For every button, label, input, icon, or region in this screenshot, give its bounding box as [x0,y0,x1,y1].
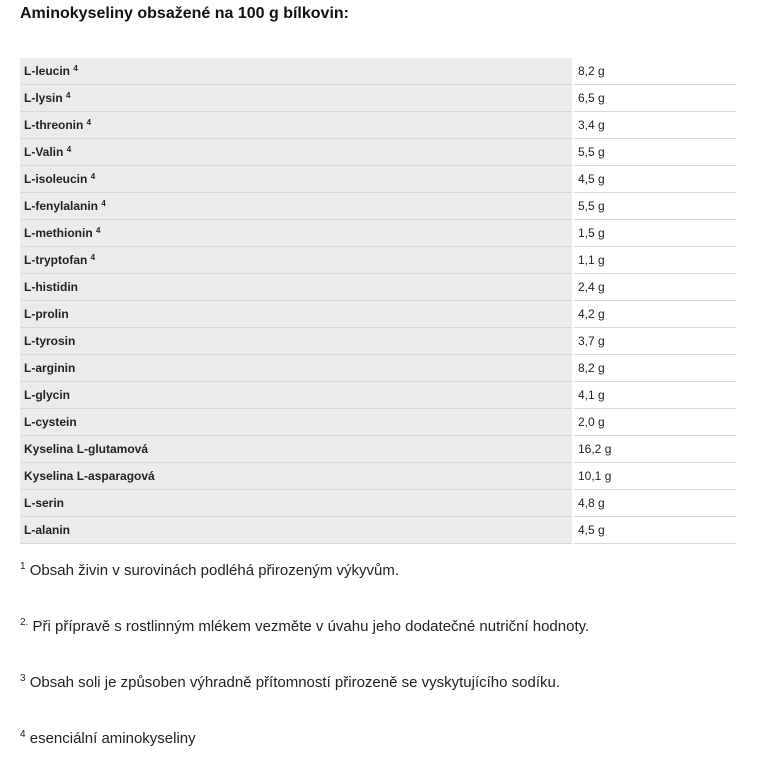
table-row [20,355,736,382]
footnote-marker: 4 [66,145,72,154]
amino-acid-value: 4,5 g [573,166,736,193]
footnote-marker: 4 [96,226,101,235]
amino-acid-value: 4,1 g [573,382,736,409]
amino-acid-name-cell [20,247,573,274]
amino-acid-value: 8,2 g [573,58,736,85]
footnote-marker: 4 [90,253,96,262]
table-row [20,274,736,301]
amino-acid-name: L-leucin [24,64,71,78]
footnote-number: 2. [20,617,29,628]
amino-acid-name-cell [20,112,573,139]
table-row [20,436,736,463]
amino-acid-name-cell [20,382,573,409]
amino-acid-name: L-Valin [24,145,64,159]
table-row [20,58,736,85]
amino-acid-name: L-tryptofan [24,253,88,267]
table-row [20,193,736,220]
amino-acid-name: L-arginin [24,361,76,375]
footnote-marker: 4 [101,199,106,208]
footnote-marker: 4 [86,118,92,127]
amino-acid-name: L-isoleucin [24,172,88,186]
section-heading: Aminokyseliny obsažené na 100 g bílkovin: [20,5,349,22]
amino-acid-name: L-lysin [24,91,63,105]
amino-acid-value: 16,2 g [573,436,736,463]
table-row [20,382,736,409]
footnote-text: Při přípravě s rostlinným mlékem vezměte v úvahu jeho dodatečné nutriční hodnoty. [32,618,590,635]
footnote-marker: 4 [73,64,78,73]
amino-acid-value: 4,2 g [573,301,736,328]
amino-acid-value: 10,1 g [573,463,736,490]
table-row [20,517,736,544]
table-row [20,301,736,328]
amino-acid-name: L-serin [24,496,65,510]
table-row [20,328,736,355]
table-row [20,139,736,166]
amino-acid-name: L-histidin [24,280,78,294]
amino-acid-value: 4,5 g [573,517,736,544]
footnote-marker: 4 [90,172,96,181]
amino-acid-value: 8,2 g [573,355,736,382]
amino-acid-value: 6,5 g [573,85,736,112]
table-row [20,112,736,139]
amino-acid-name-cell [20,166,573,193]
amino-acid-value: 5,5 g [573,139,736,166]
table-row [20,409,736,436]
amino-acid-name: L-alanin [24,523,71,537]
amino-acid-name: L-glycin [24,388,71,402]
amino-acid-name: L-methionin [24,226,93,240]
amino-acid-name-cell [20,220,573,247]
footnote-number: 3 [20,673,26,684]
footnote-marker: 4 [66,91,71,100]
amino-acid-name-cell [20,409,573,436]
amino-acid-name: L-threonin [24,118,84,132]
amino-acid-name: L-fenylalanin [24,199,99,213]
amino-acid-name-cell [20,517,573,544]
footnote-3 [20,674,560,691]
amino-acid-name: L-prolin [24,307,69,321]
table-row [20,490,736,517]
amino-acid-name: Kyselina L-glutamová [24,442,149,456]
amino-acid-name-cell [20,139,573,166]
amino-acid-name: Kyselina L-asparagová [24,469,155,483]
amino-acid-value: 4,8 g [573,490,736,517]
table-row [20,220,736,247]
amino-acid-name-cell [20,58,573,85]
amino-acid-name: L-tyrosin [24,334,76,348]
amino-acid-value: 1,5 g [573,220,736,247]
amino-acid-name-cell [20,274,573,301]
table-row [20,85,736,112]
amino-acid-value: 5,5 g [573,193,736,220]
amino-acid-name-cell [20,85,573,112]
amino-acid-name-cell [20,463,573,490]
amino-acid-value: 1,1 g [573,247,736,274]
amino-acid-value: 3,7 g [573,328,736,355]
footnote-text: esenciální aminokyseliny [29,730,196,747]
footnote-number: 1 [20,561,26,572]
footnote-text: Obsah soli je způsoben výhradně přítomností přirozeně se vyskytujícího sodíku. [29,674,561,691]
amino-acid-value: 2,4 g [573,274,736,301]
amino-acid-name-cell [20,193,573,220]
amino-acid-table [20,58,736,544]
table-row [20,166,736,193]
amino-acid-name-cell [20,355,573,382]
table-row [20,463,736,490]
amino-acid-value: 2,0 g [573,409,736,436]
footnote-2 [20,618,589,635]
amino-acid-name: L-cystein [24,415,77,429]
amino-acid-name-cell [20,328,573,355]
footnote-text: Obsah živin v surovinách podléhá přirozeným výkyvům. [29,562,400,579]
amino-acid-value: 3,4 g [573,112,736,139]
table-row [20,247,736,274]
amino-acid-name-cell [20,301,573,328]
footnote-number: 4 [20,729,26,740]
amino-acid-name-cell [20,436,573,463]
amino-acid-name-cell [20,490,573,517]
footnote-4 [20,730,196,747]
footnote-1 [20,562,399,579]
